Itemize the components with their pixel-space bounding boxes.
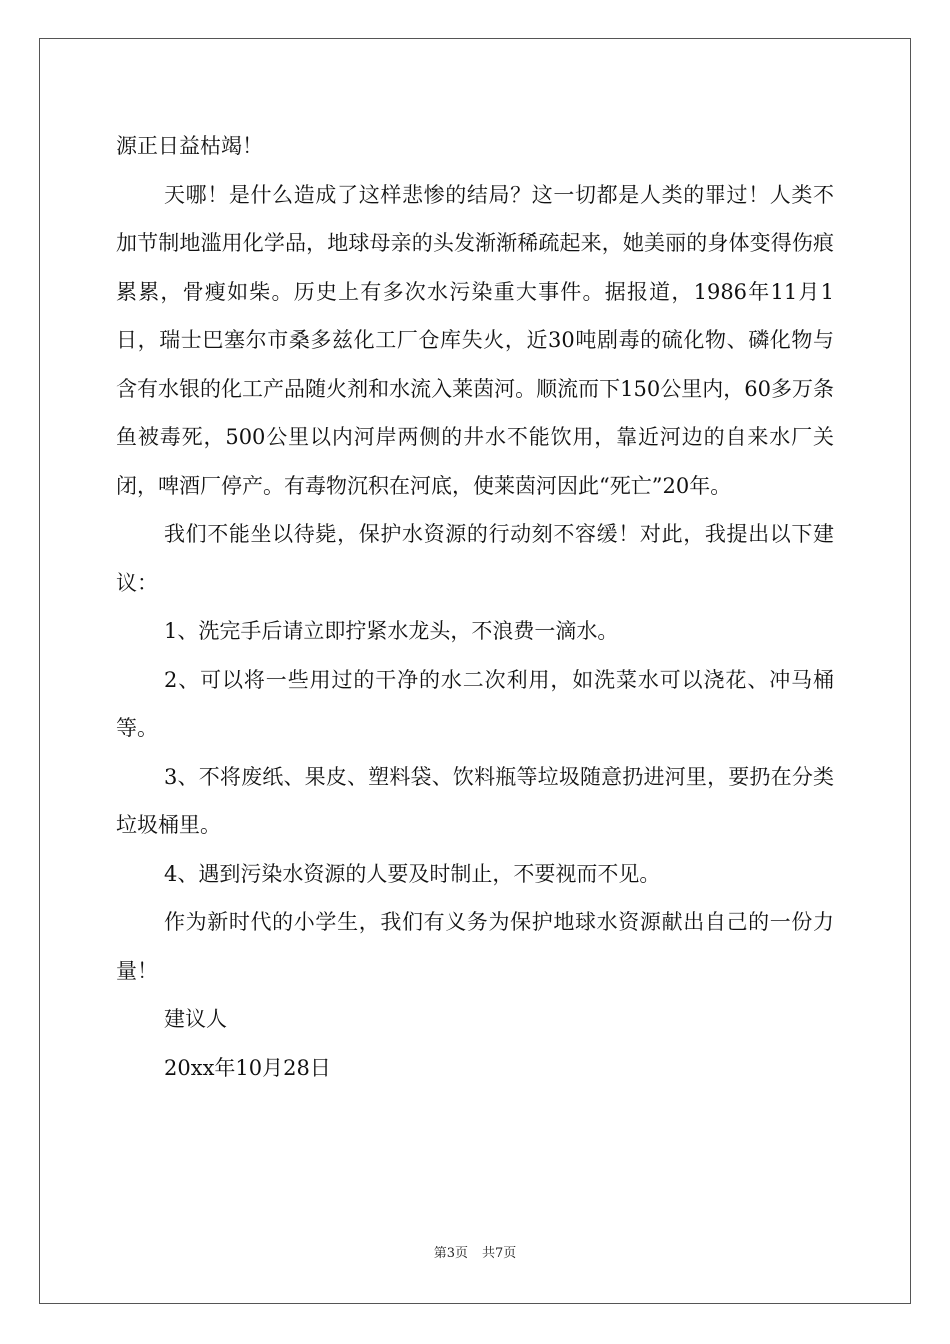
page-footer xyxy=(0,1245,950,1263)
paragraph-call-to-action: 我们不能坐以待毙，保护水资源的行动刻不容缓！对此，我提出以下建议： xyxy=(116,522,834,595)
signature-label: 建议人 xyxy=(164,1007,227,1031)
paragraph-pollution-history: 天哪！是什么造成了这样悲惨的结局？这一切都是人类的罪过！人类不加节制地滥用化学品，地球母亲的头发渐渐稀疏起来，她美丽的身体变得伤痕累累，骨瘦如柴。历史上有多次水污染重大事件。据报道，1986年11月1日，瑞士巴塞尔市桑多兹化工厂仓库失火，近30吨剧毒的硫化物、磷化物与含有水银的化工产品随火剂和水流入莱茵河。顺流而下150公里内，60多万条鱼被毒死，500公里以内河岸两侧的井水不能饮用，靠近河边的自来水厂关闭，啤酒厂停产。有毒物沉积在河底，使莱茵河因此“死亡”20年。 xyxy=(116,182,834,498)
signature-date: 20xx年10月28日 xyxy=(164,1055,331,1080)
page-number: 第3页 xyxy=(433,1246,468,1261)
suggestion-item-1: 1、洗完手后请立即拧紧水龙头，不浪费一滴水。 xyxy=(164,619,619,643)
document-body xyxy=(116,122,834,1092)
suggestion-item-4: 4、遇到污染水资源的人要及时制止，不要视而不见。 xyxy=(164,861,661,886)
suggestion-item-2: 2、可以将一些用过的干净的水二次利用，如洗菜水可以浇花、冲马桶等。 xyxy=(116,667,834,740)
suggestion-item-3: 3、不将废纸、果皮、塑料袋、饮料瓶等垃圾随意扔进河里，要扔在分类垃圾桶里。 xyxy=(116,764,834,837)
paragraph-continuation: 源正日益枯竭！ xyxy=(116,134,263,158)
page-total: 共7页 xyxy=(482,1246,517,1261)
paragraph-closing: 作为新时代的小学生，我们有义务为保护地球水资源献出自己的一份力量！ xyxy=(116,910,834,983)
